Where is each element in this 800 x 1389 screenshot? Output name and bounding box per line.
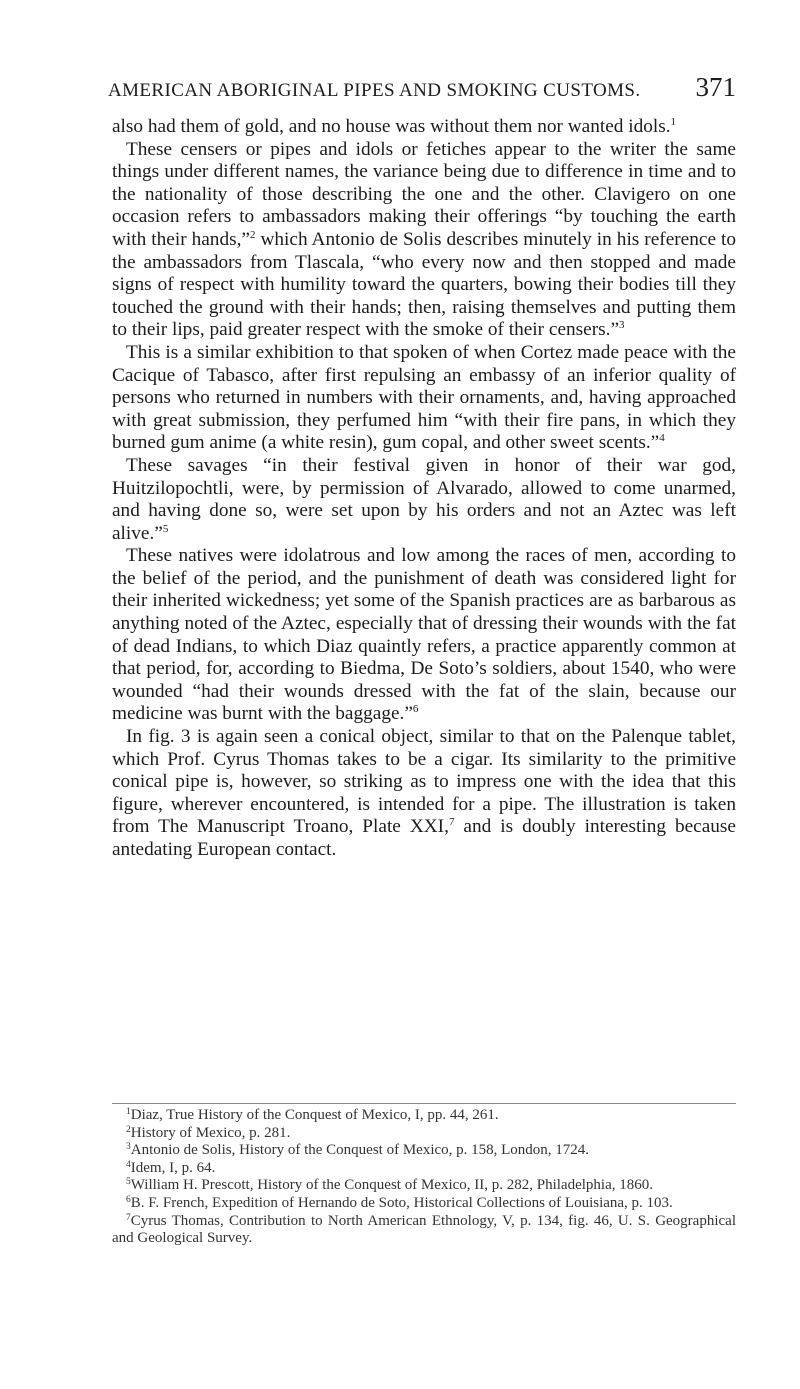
- paragraph-text: also had them of gold, and no house was without them nor wanted idols.: [112, 116, 671, 137]
- footnote-marker: 6: [412, 703, 419, 716]
- paragraph-text: These censers or pipes and idols or fetiches appear to the writer the same things under different names, the variance being due to difference in time and to the nationality of those describing the one and the other. Clavigero on one occasion refers to ambassadors making their offerings “by touching the earth with their hands,”: [112, 138, 736, 250]
- footnote-marker: 1: [670, 116, 677, 128]
- footnote-text: Antonio de Solis, History of the Conquest of Mexico, p. 158, London, 1724.: [130, 1142, 590, 1159]
- footnote: [112, 1107, 736, 1125]
- page-header: [108, 72, 736, 108]
- paragraph-text: This is a similar exhibition to that spoken of when Cortez made peace with the Cacique of Tabasco, after first repulsing an embassy of an inferior quality of persons who returned in numbers with their ornaments, and, having approached with great submission, they perfumed him “with their fire pans, in which they burned gum anime (a white resin), gum copal, and other sweet scents.”: [112, 341, 736, 454]
- footnote: [112, 1142, 736, 1160]
- paragraph-text: which Antonio de Solis describes minutely in his reference to the ambassadors from Tlascala, “who every now and then stopped and made signs of respect with humility toward the quarters, bowing their bodies till they touched the ground with their hands; then, raising themselves and putting them to their lips, paid greater respect with the smoke of their censers.”: [112, 228, 736, 341]
- footnote-text: William H. Prescott, History of the Conquest of Mexico, II, p. 282, Philadelphia, 1860.: [130, 1177, 653, 1194]
- running-head: AMERICAN ABORIGINAL PIPES AND SMOKING CUSTOMS.: [108, 80, 641, 101]
- footnote-text: Cyrus Thomas, Contribution to North American Ethnology, V, p. 134, fig. 46, U. S. Geographical and Geological Survey.: [112, 1212, 736, 1247]
- body-text: [112, 116, 736, 862]
- page-number: 371: [695, 72, 736, 102]
- footnote-number: 4: [126, 1159, 131, 1170]
- footnote: [112, 1213, 736, 1248]
- footnote-marker: 5: [162, 522, 169, 535]
- paragraph: [112, 342, 736, 455]
- footnote: [112, 1160, 736, 1178]
- paragraph-text: and is doubly interesting because antedating European contact.: [112, 816, 736, 860]
- footnote-number: 3: [126, 1142, 131, 1153]
- paragraph: [112, 545, 736, 726]
- footnote: [112, 1195, 736, 1213]
- paragraph-text: These natives were idolatrous and low among the races of men, according to the belief of the period, and the punishment of death was considered light for their inherited wickedness; yet some of the Spanish practices are as barbarous as anything noted of the Aztec, especially that of dressing their wounds with the fat of dead Indians, to which Diaz quaintly refers, a practice apparently common at that period, for, according to Biedma, De Soto’s soldiers, about 1540, who were wounded “had their wounds dressed with the fat of the slain, because our medicine was burnt with the baggage.”: [112, 545, 736, 725]
- footnote-number: 7: [126, 1212, 131, 1223]
- footnote-number: 1: [126, 1107, 131, 1117]
- footnote-number: 6: [126, 1194, 131, 1205]
- footnote-number: 2: [126, 1124, 131, 1135]
- footnote-marker: 4: [659, 432, 665, 445]
- paragraph: [112, 726, 736, 862]
- footnote-number: 5: [126, 1177, 131, 1188]
- paragraph-text: In fig. 3 is again seen a conical object, similar to that on the Palenque tablet, which Prof. Cyrus Thomas takes to be a cigar. Its similarity to the primitive conical pipe is, however, so striking as to impress one with the idea that this figure, wherever encountered, is intended for a pipe. The illustration is taken from The Manuscript Troano, Plate XXI,: [112, 726, 736, 838]
- footnote-text: History of Mexico, p. 281.: [130, 1124, 291, 1141]
- footnote: [112, 1177, 736, 1195]
- paragraph: [112, 139, 736, 342]
- footnote-marker: 7: [448, 816, 455, 829]
- footnote-marker: 3: [619, 319, 625, 332]
- footnote: [112, 1125, 736, 1143]
- paragraph-text: These savages “in their festival given in honor of their war god, Huitzilopochtli, were, by permission of Alvarado, allowed to come unarmed, and having done so, were set upon by his orders and not an Aztec was left alive.”: [112, 454, 736, 544]
- footnote-text: Idem, I, p. 64.: [130, 1159, 216, 1176]
- footnote-marker: 2: [249, 228, 256, 241]
- paragraph: [112, 116, 736, 139]
- footnote-text: B. F. French, Expedition of Hernando de Soto, Historical Collections of Louisiana, p. 103.: [130, 1194, 673, 1211]
- footnotes: [112, 1107, 736, 1248]
- footnote-rule: [112, 1103, 736, 1104]
- paragraph: [112, 455, 736, 545]
- footnote-text: Diaz, True History of the Conquest of Mexico, I, pp. 44, 261.: [130, 1107, 499, 1123]
